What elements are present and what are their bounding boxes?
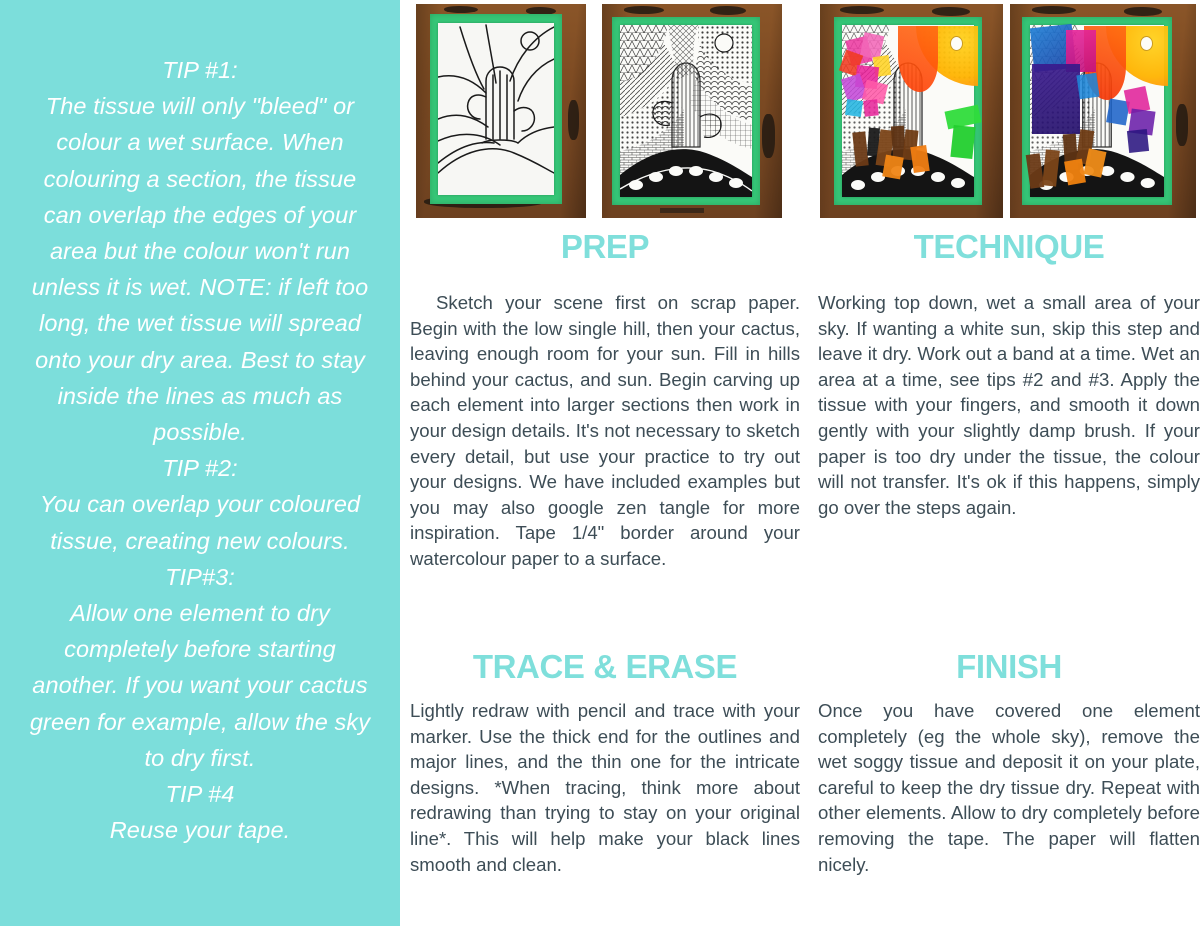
paint-splotch	[1176, 104, 1188, 146]
paint-splotch	[1124, 7, 1162, 16]
photo-technique-tissue-cool	[1010, 4, 1196, 218]
section-body-finish: Once you have covered one element completely (eg the whole sky), remove the wet soggy tissue and deposit it on your plate, careful to keep the dry tissue dry. Repeat with other elements. Allow to dry completely before removing the tape. The paper will flatten nicely.	[818, 700, 1200, 875]
paint-splotch	[762, 114, 775, 158]
tip-line: can overlap the edges of your	[43, 201, 357, 228]
tissue-piece-blue	[1076, 73, 1099, 100]
tissue-piece-cyan	[845, 99, 863, 117]
tip-line: possible.	[153, 419, 247, 446]
tip-line: long, the wet tissue will spread	[39, 310, 361, 337]
paint-splotch	[444, 6, 478, 13]
paint-splotch	[710, 6, 746, 15]
tissue-piece-orange	[910, 145, 929, 173]
section-body-trace-and-erase: Lightly redraw with pencil and trace with your marker. Use the thick end for the outlines and major lines, and the thin one for the intricate designs. *When tracing, think more about redrawing than trying to stay on your original line*. This will help make your black lines smooth and clean.	[410, 700, 800, 875]
paint-splotch	[1032, 6, 1076, 14]
tip-line: colouring a section, the tissue	[43, 165, 357, 192]
photo-prep-zentangle	[602, 4, 782, 218]
section-heading-technique: TECHNIQUE	[913, 228, 1105, 265]
section-body-technique: Working top down, wet a small area of your sky. If wanting a white sun, skip this step and leave it dry. Work out a band at a time. Wet an area at a time, see tips #2 and #3. Apply the tissue with your fingers, and smooth it down gently with your slightly damp brush. If your paper is too dry under the tissue, the colour will not transfer. It's ok if this happens, simply go over the steps again.	[818, 292, 1200, 518]
tip-line: onto your dry area. Best to stay	[35, 346, 365, 373]
tissue-piece-orange	[882, 155, 904, 180]
tissue-piece-magenta	[863, 99, 879, 116]
photo-prep-outline	[416, 4, 586, 218]
section-heading-prep: PREP	[560, 228, 650, 265]
paint-splotch	[840, 6, 884, 14]
tissue-piece-purple	[1127, 129, 1149, 153]
watercolour-paper	[620, 25, 752, 197]
tip-line: The tissue will only "bleed" or	[45, 93, 355, 120]
tissue-sun-orange	[898, 26, 938, 92]
section-trace-and-erase	[410, 648, 800, 877]
tips-panel	[0, 0, 400, 926]
tip-line: Allow one element to dry	[70, 600, 330, 627]
tip-line: TIP #4	[165, 781, 235, 808]
section-prep	[410, 228, 800, 572]
section-body-prep: Sketch your scene first on scrap paper. Begin with the low single hill, then your cactus, leaving enough room for your sun. Fill in hills behind your cactus, and sun. Begin carving up each element into larger sections then work in your design details. It's not necessary to sketch every detail, but use your practice to try out your designs. We have included examples but you may also google zen tangle for more inspiration. Tape 1/4" border around your watercolour paper to a surface.	[410, 292, 800, 569]
cactus-outline-drawing	[438, 23, 554, 195]
tip-line: colour a wet surface. When	[56, 129, 344, 156]
tip-line: unless it is wet. NOTE: if left too	[31, 274, 369, 301]
photo-strip	[400, 0, 1200, 222]
tip-line: completely before starting	[64, 636, 336, 663]
tip-line: area but the colour won't run	[49, 238, 350, 265]
tip-line: tissue, creating new colours.	[50, 527, 350, 554]
tissue-sky-purple	[1032, 64, 1080, 134]
tip-line: TIP #1:	[162, 57, 238, 83]
watercolour-paper	[438, 23, 554, 195]
photo-technique-tissue-warm	[820, 4, 1003, 218]
tissue-piece-green	[950, 125, 975, 159]
tip-line: Reuse your tape.	[109, 817, 291, 844]
tip-line: inside the lines as much as	[57, 382, 343, 409]
tip-line: TIP#3:	[165, 563, 235, 590]
zentangle-pattern-drawing	[620, 25, 752, 197]
tip-line: green for example, allow the sky	[29, 708, 371, 735]
white-sun-circle	[950, 36, 963, 51]
white-sun-circle	[1140, 36, 1153, 51]
tip-line: another. If you want your cactus	[32, 672, 368, 699]
pencil-note	[660, 208, 704, 213]
instruction-content	[400, 0, 1200, 926]
tissue-piece-orange	[1064, 159, 1086, 186]
section-technique	[818, 228, 1200, 520]
section-finish	[818, 648, 1200, 877]
tip-line: to dry first.	[144, 744, 256, 771]
tip-line: TIP #2:	[162, 455, 238, 482]
tip-line: You can overlap your coloured	[39, 491, 361, 518]
section-heading-trace-and-erase: TRACE & ERASE	[472, 648, 738, 685]
paint-splotch	[568, 100, 579, 140]
paint-splotch	[624, 6, 664, 14]
section-heading-finish: FINISH	[956, 648, 1062, 685]
paint-splotch	[932, 7, 970, 16]
